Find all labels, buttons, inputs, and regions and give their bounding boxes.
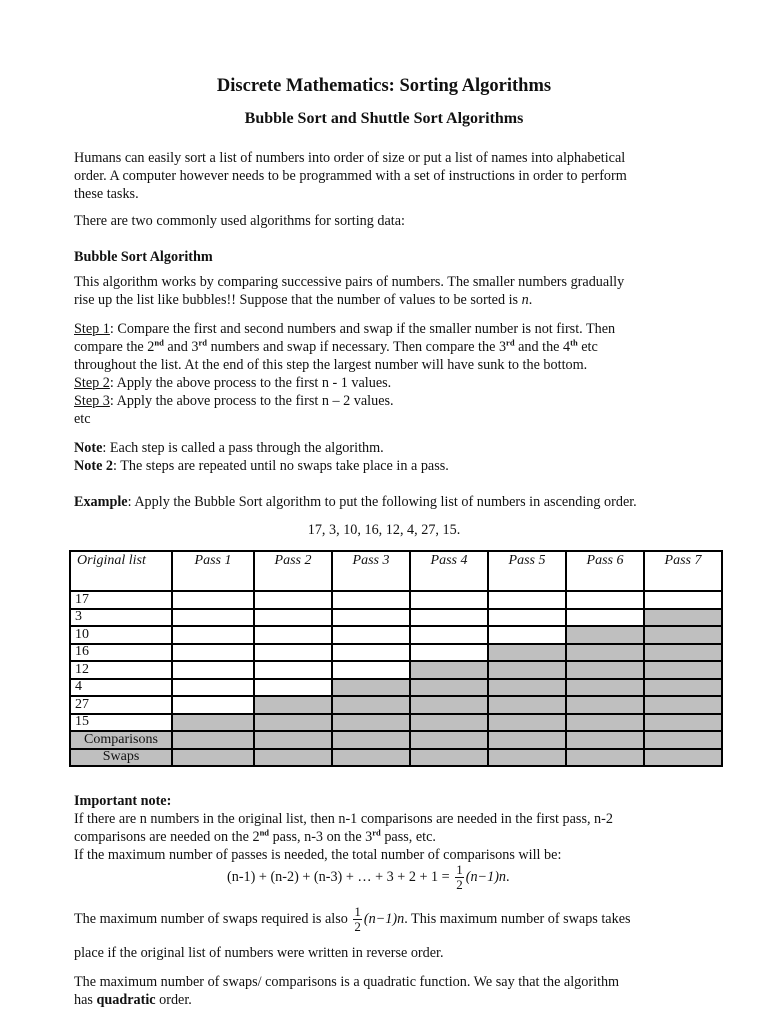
table-cell [254, 661, 332, 679]
table-cell [332, 679, 410, 697]
table-cell [410, 679, 488, 697]
table-cell [566, 714, 644, 732]
table-cell [410, 731, 488, 749]
table-cell [488, 679, 566, 697]
row-label: 12 [70, 661, 172, 679]
example-list: 17, 3, 10, 16, 12, 4, 27, 15. [307, 522, 461, 538]
step2-label: Step 2 [74, 375, 110, 391]
table-row [70, 749, 722, 767]
table-cell [410, 626, 488, 644]
table-cell [644, 749, 722, 767]
row-label: 17 [70, 591, 172, 609]
table-cell [566, 644, 644, 662]
table-row [70, 731, 722, 749]
row-label: 3 [70, 609, 172, 627]
table-cell [254, 609, 332, 627]
table-cell [644, 679, 722, 697]
bubble-sort-heading: Bubble Sort Algorithm [74, 249, 213, 265]
row-label: Comparisons [70, 731, 172, 749]
table-cell [566, 749, 644, 767]
table-cell [172, 626, 254, 644]
table-cell [172, 679, 254, 697]
column-header: Pass 2 [254, 551, 332, 591]
table-cell [332, 644, 410, 662]
table-cell [254, 714, 332, 732]
reverse-order-line: place if the original list of numbers were written in reverse order. [74, 945, 444, 961]
table-row [70, 644, 722, 662]
column-header: Original list [70, 551, 172, 591]
table-cell [410, 644, 488, 662]
row-label: 27 [70, 696, 172, 714]
table-cell [410, 749, 488, 767]
example-line: Example: Apply the Bubble Sort algorithm to put the following list of numbers in ascending order. [74, 494, 637, 510]
table-cell [172, 644, 254, 662]
table-cell [488, 749, 566, 767]
table-cell [172, 731, 254, 749]
important-note-heading: Important note: [74, 793, 172, 809]
table-cell [644, 609, 722, 627]
table-cell [488, 661, 566, 679]
intro-paragraph: Humans can easily sort a list of numbers into order of size or put a list of names into alphabetical order. A computer however needs to be programmed with a set of instructions in order to perform these tasks. [74, 150, 627, 202]
table-cell [566, 626, 644, 644]
step3-label: Step 3 [74, 393, 110, 409]
row-label: Swaps [70, 749, 172, 767]
table-cell [254, 731, 332, 749]
table-row [70, 626, 722, 644]
page-title: Discrete Mathematics: Sorting Algorithms [216, 76, 552, 96]
intro-paragraph-2: There are two commonly used algorithms for sorting data: [74, 213, 405, 229]
table-cell [254, 626, 332, 644]
table-cell [332, 591, 410, 609]
table-cell [488, 644, 566, 662]
table-cell [644, 714, 722, 732]
table-row [70, 679, 722, 697]
row-label: 4 [70, 679, 172, 697]
table-row [70, 591, 722, 609]
row-label: 15 [70, 714, 172, 732]
table-row [70, 661, 722, 679]
comparisons-formula: (n-1) + (n-2) + (n-3) + … + 3 + 2 + 1 = $\frac{1}{2}$ (n−1)n. [227, 862, 510, 892]
table-cell [332, 661, 410, 679]
table-cell [488, 731, 566, 749]
table-cell [332, 626, 410, 644]
bubble-sort-description: This algorithm works by comparing successive pairs of numbers. The smaller numbers gradually rise up the list like bubbles!! Suppose that the number of values to be sorted is n. [74, 274, 625, 308]
table-cell [644, 731, 722, 749]
table-cell [566, 696, 644, 714]
table-cell [172, 609, 254, 627]
row-label: 16 [70, 644, 172, 662]
table-cell [566, 731, 644, 749]
table-cell [488, 626, 566, 644]
table-cell [172, 749, 254, 767]
table-cell [172, 696, 254, 714]
column-header: Pass 3 [332, 551, 410, 591]
table-cell [254, 679, 332, 697]
table-cell [488, 591, 566, 609]
column-header: Pass 7 [644, 551, 722, 591]
step1-label: Step 1 [74, 321, 110, 337]
table-cell [332, 749, 410, 767]
table-row [70, 609, 722, 627]
table-row [70, 714, 722, 732]
bubble-sort-table [69, 550, 723, 767]
table-cell [172, 714, 254, 732]
column-header: Pass 6 [566, 551, 644, 591]
important-note-body: If there are n numbers in the original list, then n-1 comparisons are needed in the first pass, n-2 comparisons are needed on the 2nd pass, n-3 on the 3rd pass, etc. If the maximum number of passes is needed, the total number of comparisons will be: [74, 811, 613, 863]
table-cell [566, 591, 644, 609]
table-cell [254, 644, 332, 662]
row-label: 10 [70, 626, 172, 644]
table-cell [644, 626, 722, 644]
table-cell [566, 679, 644, 697]
table-cell [488, 609, 566, 627]
table-cell [172, 591, 254, 609]
table-header-row [70, 551, 722, 591]
table-cell [644, 661, 722, 679]
column-header: Pass 1 [172, 551, 254, 591]
max-swaps-line: The maximum number of swaps required is also $\frac{1}{2}$ (n−1)n. This maximum number of swaps takes [74, 904, 631, 934]
table-cell [332, 714, 410, 732]
page-subtitle: Bubble Sort and Shuttle Sort Algorithms [244, 110, 524, 127]
table-cell [488, 714, 566, 732]
table-cell [644, 591, 722, 609]
table-cell [566, 661, 644, 679]
table-cell [488, 696, 566, 714]
steps-block: Step 1: Compare the first and second numbers and swap if the smaller number is not first. Then compare the 2nd and 3rd numbers and swap if necessary. Then compare the 3rd and the 4th etc throughout the list. At the end of this step the largest number will have sunk to the bottom. Step 2: Apply the above process to the first n - 1 values. Step 3: Apply the above process to the first n – 2 values. etc [74, 321, 616, 427]
table-cell [410, 661, 488, 679]
table-cell [172, 661, 254, 679]
table-cell [566, 609, 644, 627]
table-cell [410, 591, 488, 609]
table-cell [332, 696, 410, 714]
table-cell [332, 609, 410, 627]
table-cell [410, 714, 488, 732]
table-cell [332, 731, 410, 749]
table-cell [410, 609, 488, 627]
column-header: Pass 4 [410, 551, 488, 591]
notes-block: Note: Each step is called a pass through the algorithm. Note 2: The steps are repeated until no swaps take place in a pass. [74, 440, 449, 474]
table-cell [410, 696, 488, 714]
column-header: Pass 5 [488, 551, 566, 591]
table-cell [254, 591, 332, 609]
table-cell [644, 696, 722, 714]
table-cell [644, 644, 722, 662]
table-row [70, 696, 722, 714]
table-cell [254, 749, 332, 767]
quadratic-paragraph: The maximum number of swaps/ comparisons is a quadratic function. We say that the algorithm has quadratic order. [74, 974, 620, 1008]
table-cell [254, 696, 332, 714]
